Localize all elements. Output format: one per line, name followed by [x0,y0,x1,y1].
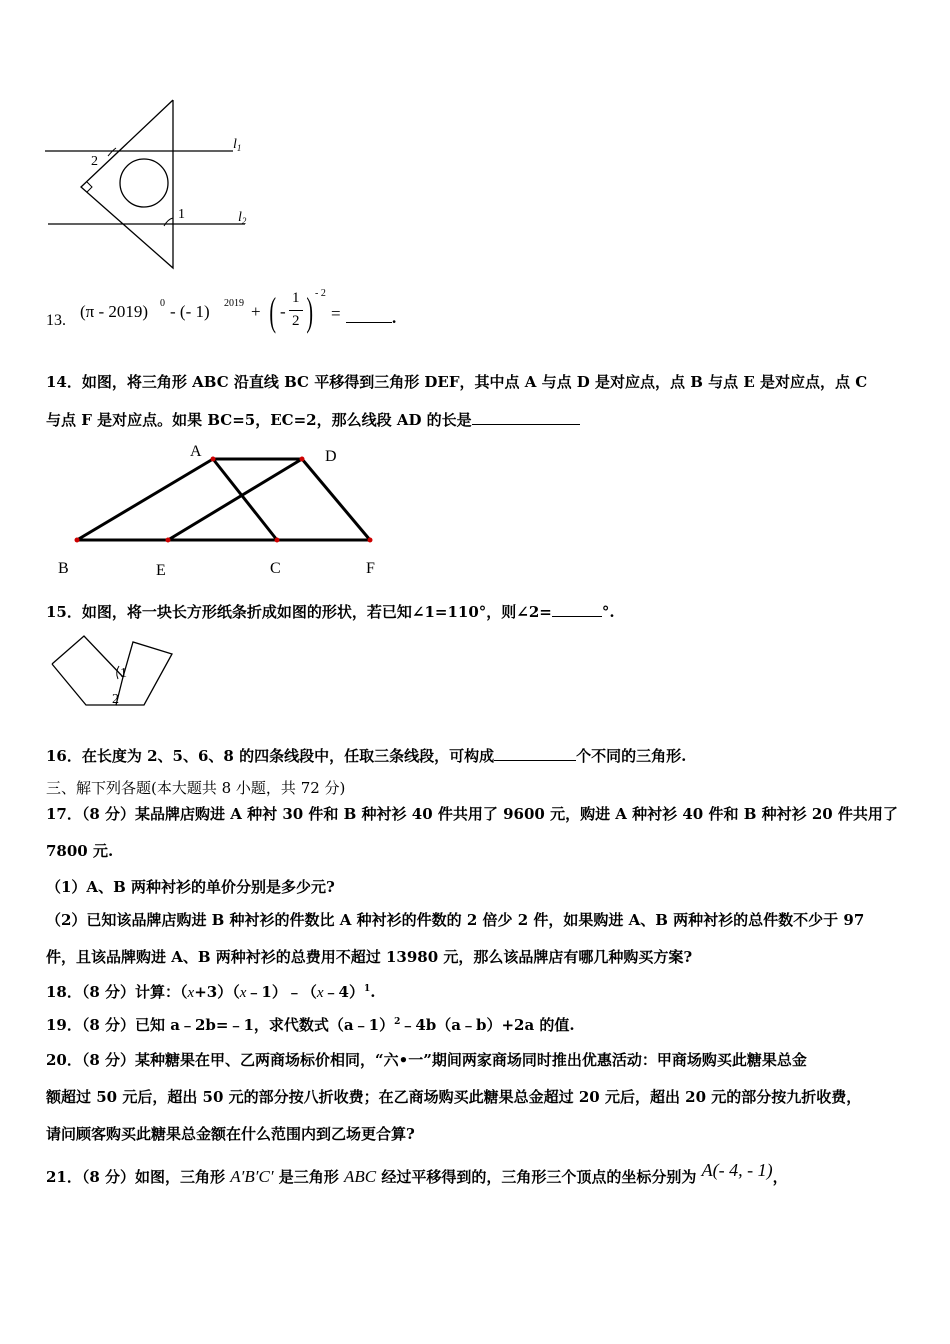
point-D [300,457,305,462]
q13-answer-blank[interactable] [346,308,392,323]
q13-term-b: - (- 1) [170,302,210,321]
label-E: E [156,562,166,579]
q18-mid2: ﹣1）﹣（ [246,983,317,1001]
label-angle-1: 1 [178,207,185,222]
q21-triangle: ABC [344,1167,377,1186]
q17-line-1: 17．（8 分）某品牌店购进 A 种衬 30 件和 B 种衬衫 40 件共用了 9600 元，购进 A 种衬衫 40 件和 B 种衬衫 20 件共用了 [46,805,898,823]
point-B [75,538,80,543]
q15-end: °. [601,603,615,621]
q20-line-1: 20．（8 分）某种糖果在甲、乙两商场标价相同，“六•一”期间两家商场同时推出优惠活动：甲商场购买此糖果总金 [46,1051,807,1069]
figure-triangle-translation [50,440,400,580]
q19-text [46,1014,575,1035]
q17-part-2-line-2: 件，且该品牌购进 A、B 两种衬衫的总费用不超过 13980 元，那么该品牌店有哪几种购买方案? [46,948,693,966]
q18-prefix: 18．（8 分）计算：（ [46,983,188,1001]
q15-question: 15．如图，将一块长方形纸条折成如图的形状，若已知∠1=110°，则∠2= [46,603,552,621]
q16-text [46,745,686,766]
inner-circle [120,159,168,207]
q17-line-2: 7800 元. [46,842,114,860]
q13-exp-b: 2019 [224,298,244,309]
q19-exponent: 2 [394,1017,401,1027]
q13-frac-den: 2 [292,313,300,329]
figure-parallel-lines-triangle [30,90,270,280]
figure-folded-strip [48,630,188,715]
label-A: A [190,443,202,460]
q21-mid: 是三角形 [278,1168,339,1186]
label-angle-2: 2 [91,154,98,169]
q21-coord-A: A(- 4, - 1) [701,1160,773,1180]
label-F: F [366,560,375,577]
label-angle-1: 1 [120,666,127,681]
point-E [166,538,171,543]
q18-var-x3: x [316,985,324,1001]
q13-term-a: (π - 2019) [80,302,149,321]
label-D: D [325,448,337,465]
q18-var-x2: x [239,985,247,1001]
question-13 [46,288,466,338]
q19-prefix: 19．（8 分）已知 a﹣2b=﹣1，求代数式（a﹣1） [46,1016,395,1034]
q16-end: 个不同的三角形. [576,747,687,765]
q16-question: 16．在长度为 2、5、6、8 的四条线段中，任取三条线段，可构成 [46,747,495,765]
q13-frac-bar [289,310,303,311]
q18-var-x1: x [187,985,195,1001]
q15-answer-blank[interactable] [552,602,602,617]
q20-line-2: 额超过 50 元后，超出 50 元的部分按八折收费；在乙商场购买此糖果总金超过 20 元后，超出 20 元的部分按九折收费， [46,1088,862,1106]
label-B: B [58,560,69,577]
q18-text [46,981,375,1002]
segment-AC [213,459,277,540]
q18-exponent: 1 [363,984,371,994]
point-C [275,538,280,543]
label-l1: $l_1$ [233,137,242,153]
q14-line-1: 14．如图，将三角形 ABC 沿直线 BC 平移得到三角形 DEF，其中点 A 与点 D 是对应点，点 B 与点 E 是对应点，点 C [46,373,868,391]
label-angle-2: 2 [112,692,119,707]
q18-mid1: +3）（ [194,983,240,1001]
q18-end: . [370,983,376,1001]
q21-triangle-prime: A′B′C′ [230,1167,274,1186]
right-angle-mark [87,182,92,192]
q21-end: ， [772,1168,788,1186]
q14-answer-blank[interactable] [472,410,580,425]
q13-exp-c: - 2 [315,288,326,299]
section-3-heading: 三、解下列各题(本大题共 8 小题，共 72 分) [46,779,346,797]
q13-exp-a: 0 [160,298,165,309]
triangle [81,100,173,268]
q13-number: 13. [46,312,66,329]
q13-equals: = [331,304,341,323]
segment-AB [77,459,213,540]
q21-prefix: 21．（8 分）如图，三角形 [46,1168,226,1186]
angle-1-arc [164,218,173,226]
q14-line-2 [46,409,580,430]
q13-paren-close: ) [306,289,313,334]
point-F [368,538,373,543]
q17-part-1: （1）A、B 两种衬衫的单价分别是多少元? [46,878,335,896]
segment-DE [168,459,302,540]
q13-frac-num: 1 [292,290,300,306]
point-A [211,457,216,462]
q15-text [46,601,615,622]
q13-minus: - [280,302,286,321]
q19-suffix: ﹣4b（a﹣b）+2a 的值. [400,1016,575,1034]
q13-paren-open: ( [269,289,276,334]
q21-suffix: 经过平移得到的，三角形三个顶点的坐标分别为 [381,1168,697,1186]
q17-part-2-line-1: （2）已知该品牌店购进 B 种衬衫的件数比 A 种衬衫的件数的 2 倍少 2 件，如果购进 A、B 两种衬衫的总件数不少于 97 [46,911,865,929]
q16-answer-blank[interactable] [494,746,576,761]
segment-DF [302,459,370,540]
label-l2: $l_2$ [238,210,247,226]
q13-period: . [392,308,397,327]
q18-mid3: ﹣4） [323,983,364,1001]
q21-text [46,1160,788,1187]
q20-line-3: 请问顾客购买此糖果总金额在什么范围内到乙场更合算? [46,1125,415,1143]
q14-line-2-text: 与点 F 是对应点。如果 BC=5，EC=2，那么线段 AD 的长是 [46,411,472,429]
q13-plus: + [251,302,261,321]
label-C: C [270,560,281,577]
